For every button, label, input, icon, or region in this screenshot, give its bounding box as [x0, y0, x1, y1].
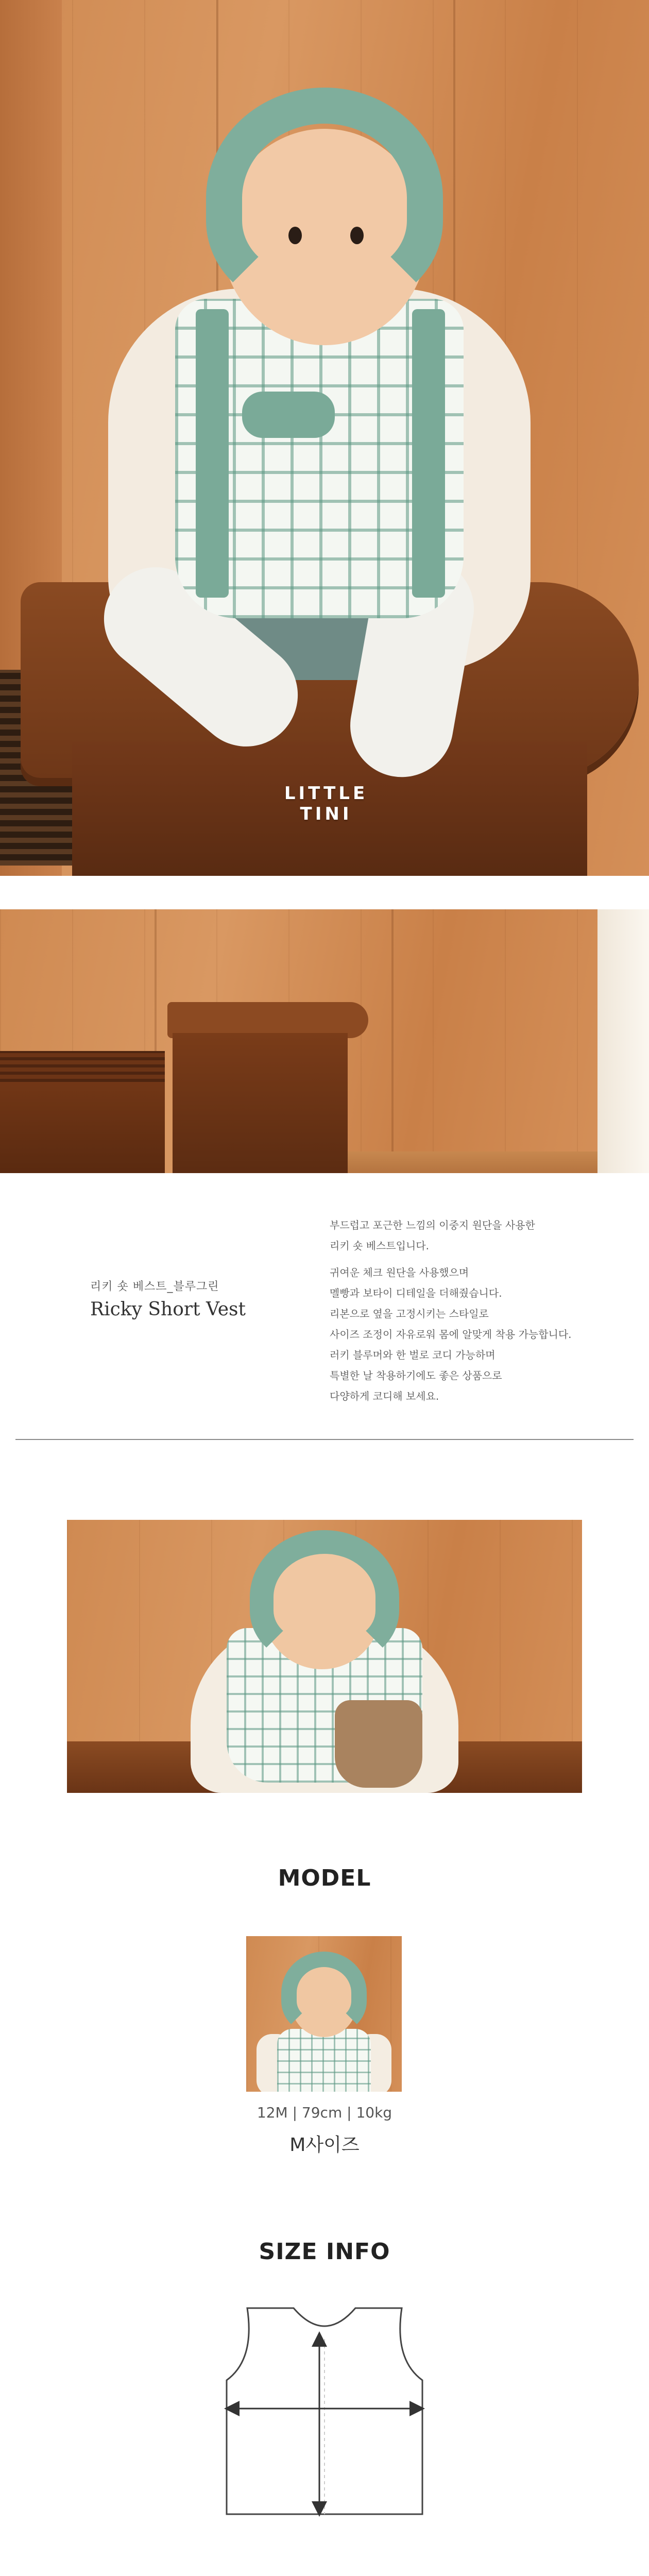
product-subtitle: 리키 숏 베스트_블루그린 — [90, 1280, 219, 1293]
logo-line-1: LITTLE — [284, 783, 368, 804]
product-description — [330, 1215, 639, 1406]
sitting-photo — [67, 1520, 582, 1793]
product-name: Ricky Short Vest — [90, 1299, 246, 1320]
brand-logo — [282, 783, 370, 824]
model-stats: 12M | 79cm | 10kg — [257, 2104, 392, 2121]
vest-strap — [412, 309, 445, 598]
model-heading: MODEL — [278, 1865, 371, 1891]
side-table-front — [173, 1033, 348, 1173]
description-line: 다양하게 코디해 보세요. — [330, 1390, 439, 1402]
vest-strap — [196, 309, 229, 598]
bench-slats — [0, 1051, 165, 1082]
description-line: 사이즈 조정이 자유로워 몸에 알맞게 착용 가능합니다. — [330, 1328, 572, 1341]
size-info-heading: SIZE INFO — [259, 2239, 390, 2265]
window-light — [597, 909, 649, 1173]
paper-bag — [335, 1700, 422, 1788]
description-line: 멜빵과 보타이 디테일을 더해줬습니다. — [330, 1287, 502, 1299]
room-photo — [0, 909, 649, 1173]
plaid-vest — [277, 2029, 371, 2092]
description-line: 부드럽고 포근한 느낌의 이중지 원단을 사용한 — [330, 1219, 535, 1231]
description-line: 귀여운 체크 원단을 사용했으며 — [330, 1266, 469, 1279]
hero-photo — [0, 0, 649, 876]
description-line: 특별한 날 착용하기에도 좋은 상품으로 — [330, 1369, 502, 1382]
green-bonnet — [281, 1952, 367, 2034]
wall-seam — [391, 909, 394, 1173]
floor — [340, 1151, 597, 1173]
green-bonnet — [206, 88, 443, 309]
side-table — [167, 1002, 368, 1173]
product-title-block — [90, 1278, 265, 1320]
section-divider — [15, 1439, 634, 1440]
description-line: 리본으로 옆을 고정시키는 스타일로 — [330, 1308, 489, 1320]
logo-line-2: TINI — [300, 804, 352, 824]
description-line: 러키 블루머와 한 벌로 코디 가능하며 — [330, 1349, 496, 1361]
vest-size-diagram — [216, 2298, 433, 2524]
vest-bow-tie — [242, 392, 335, 438]
green-bonnet — [250, 1530, 399, 1664]
description-line: 리키 숏 베스트입니다. — [330, 1240, 429, 1252]
model-photo — [246, 1936, 402, 2092]
model-size: M사이즈 — [289, 2134, 360, 2156]
